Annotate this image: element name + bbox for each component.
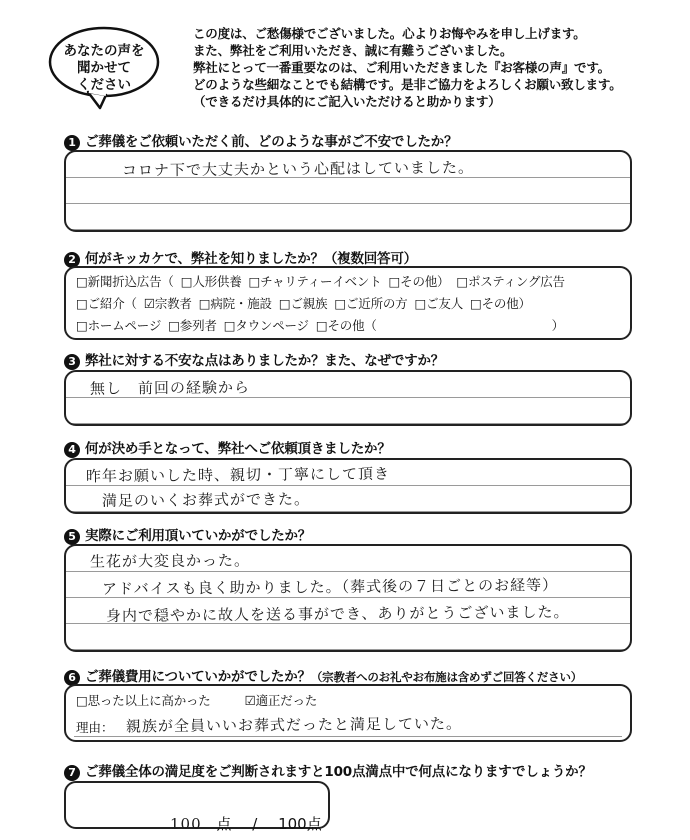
option-referral[interactable]: □ご紹介（ xyxy=(76,296,137,311)
question-number: 6 xyxy=(64,670,80,686)
question-number: 4 xyxy=(64,442,80,458)
option-other-3-close: ） xyxy=(551,318,564,333)
options-row xyxy=(76,316,564,334)
question-1-heading xyxy=(64,130,457,151)
question-2-heading xyxy=(64,247,417,268)
bubble-line: あなたの声を xyxy=(63,43,145,59)
score-value: 100 xyxy=(170,815,202,833)
option-friends[interactable]: □ご友人 xyxy=(414,296,463,311)
reason-answer: 親族が全員いいお葬式だったと満足していた。 xyxy=(125,714,463,736)
bubble-line: 聞かせて xyxy=(77,60,131,76)
option-other-1[interactable]: □その他） xyxy=(388,274,450,289)
intro-line: （できるだけ具体的にご記入いただけると助かります） xyxy=(193,94,501,109)
option-relatives[interactable]: □ご親族 xyxy=(278,296,328,311)
option-townpage[interactable]: □タウンページ xyxy=(223,318,309,333)
intro-line: どのような些細なことでも結構です。是非ご協力をよろしくお願い致します。 xyxy=(193,77,622,92)
question-6-note: （宗教者へのお礼やお布施は含めずご回答ください） xyxy=(310,670,583,684)
option-more-expensive[interactable]: □思った以上に高かった xyxy=(76,693,211,708)
options-row xyxy=(76,294,538,312)
intro-line: この度は、ご愁傷様でございました。心よりお悔やみを申し上げます。 xyxy=(193,26,586,41)
option-homepage[interactable]: □ホームページ xyxy=(76,318,162,333)
voice-speech-bubble xyxy=(48,26,160,110)
score-max: 100点 xyxy=(278,815,322,833)
intro-message xyxy=(193,25,683,110)
option-attendee[interactable]: □参列者 xyxy=(168,318,217,333)
score-line xyxy=(170,813,322,834)
option-other-2[interactable]: □その他） xyxy=(470,296,531,311)
question-5-answer-box[interactable] xyxy=(64,544,632,652)
question-3-title: 弊社に対する不安な点はありましたか？また、なぜですか？ xyxy=(85,353,445,369)
question-4-title: 何が決め手となって、弊社へご依頼頂きましたか？ xyxy=(85,441,391,457)
option-religious-checked[interactable]: ☑宗教者 xyxy=(143,296,192,311)
bubble-text xyxy=(48,43,160,94)
question-1-answer: コロナ下で大丈夫かという心配はしていました。 xyxy=(121,158,475,180)
question-number: 2 xyxy=(64,252,80,268)
option-neighbors[interactable]: □ご近所の方 xyxy=(334,296,408,311)
question-2-title: 何がキッカケで、弊社を知りましたか？（複数回答可） xyxy=(85,251,417,267)
option-appropriate-checked[interactable]: ☑適正だった xyxy=(244,693,318,708)
question-1-answer-box[interactable] xyxy=(64,150,632,232)
question-5-answer-line-2: アドバイスも良く助かりました。（葬式後の７日ごとのお経等） xyxy=(101,576,559,598)
question-6-title: ご葬儀費用についていかがでしたか？ xyxy=(85,669,311,685)
question-5-heading xyxy=(64,524,311,545)
question-4-answer-line-2: 満足のいくお葬式ができた。 xyxy=(101,490,311,510)
option-charity-event[interactable]: □チャリティーイベント xyxy=(248,274,382,289)
question-3-answer-box[interactable] xyxy=(64,370,632,426)
question-5-answer-line-1: 生花が大変良かった。 xyxy=(89,551,251,571)
question-7-score-box[interactable] xyxy=(64,781,330,833)
option-other-3[interactable]: □その他（ xyxy=(315,318,377,333)
score-unit: 点 xyxy=(216,815,232,833)
question-number: 1 xyxy=(64,135,80,151)
reason-label: 理由： xyxy=(76,720,114,735)
question-4-heading xyxy=(64,437,391,458)
intro-line: また、弊社をご利用いただき、誠に有難うございました。 xyxy=(193,43,513,58)
question-2-options-box xyxy=(64,266,632,340)
option-posting-ad[interactable]: □ポスティング広告 xyxy=(456,274,565,289)
question-3-heading xyxy=(64,349,444,370)
reason-line[interactable] xyxy=(74,715,622,737)
question-7-heading xyxy=(64,760,592,781)
question-number: 5 xyxy=(64,529,80,545)
question-4-answer-box[interactable] xyxy=(64,458,632,514)
option-newspaper-insert[interactable]: □新聞折込広告（ xyxy=(76,274,174,289)
option-doll-memorial[interactable]: □人形供養 xyxy=(180,274,242,289)
question-5-answer-line-3: 身内で穏やかに故人を送る事ができ、ありがとうございました。 xyxy=(105,602,570,626)
question-7-title: ご葬儀全体の満足度をご判断されますと100点満点中で何点になりますでしょうか？ xyxy=(85,764,592,780)
question-number: 3 xyxy=(64,354,80,370)
question-4-answer-line-1: 昨年お願いした時、親切・丁寧にして頂き xyxy=(85,464,391,486)
question-6-heading xyxy=(64,665,582,686)
question-5-title: 実際にご利用頂いていかがでしたか？ xyxy=(85,528,312,544)
question-3-answer: 無し 前回の経験から xyxy=(89,378,251,398)
question-1-title: ご葬儀をご依頼いただく前、どのような事がご不安でしたか？ xyxy=(85,134,458,150)
bubble-line: ください xyxy=(77,77,131,93)
score-slash: / xyxy=(252,815,258,833)
option-hospital-facility[interactable]: □病院・施設 xyxy=(198,296,272,311)
question-number: 7 xyxy=(64,765,80,781)
options-row xyxy=(76,691,317,709)
intro-line: 弊社にとって一番重要なのは、ご利用いただきました『お客様の声』です。 xyxy=(193,60,610,75)
options-row xyxy=(76,272,572,290)
question-6-answer-box xyxy=(64,684,632,742)
